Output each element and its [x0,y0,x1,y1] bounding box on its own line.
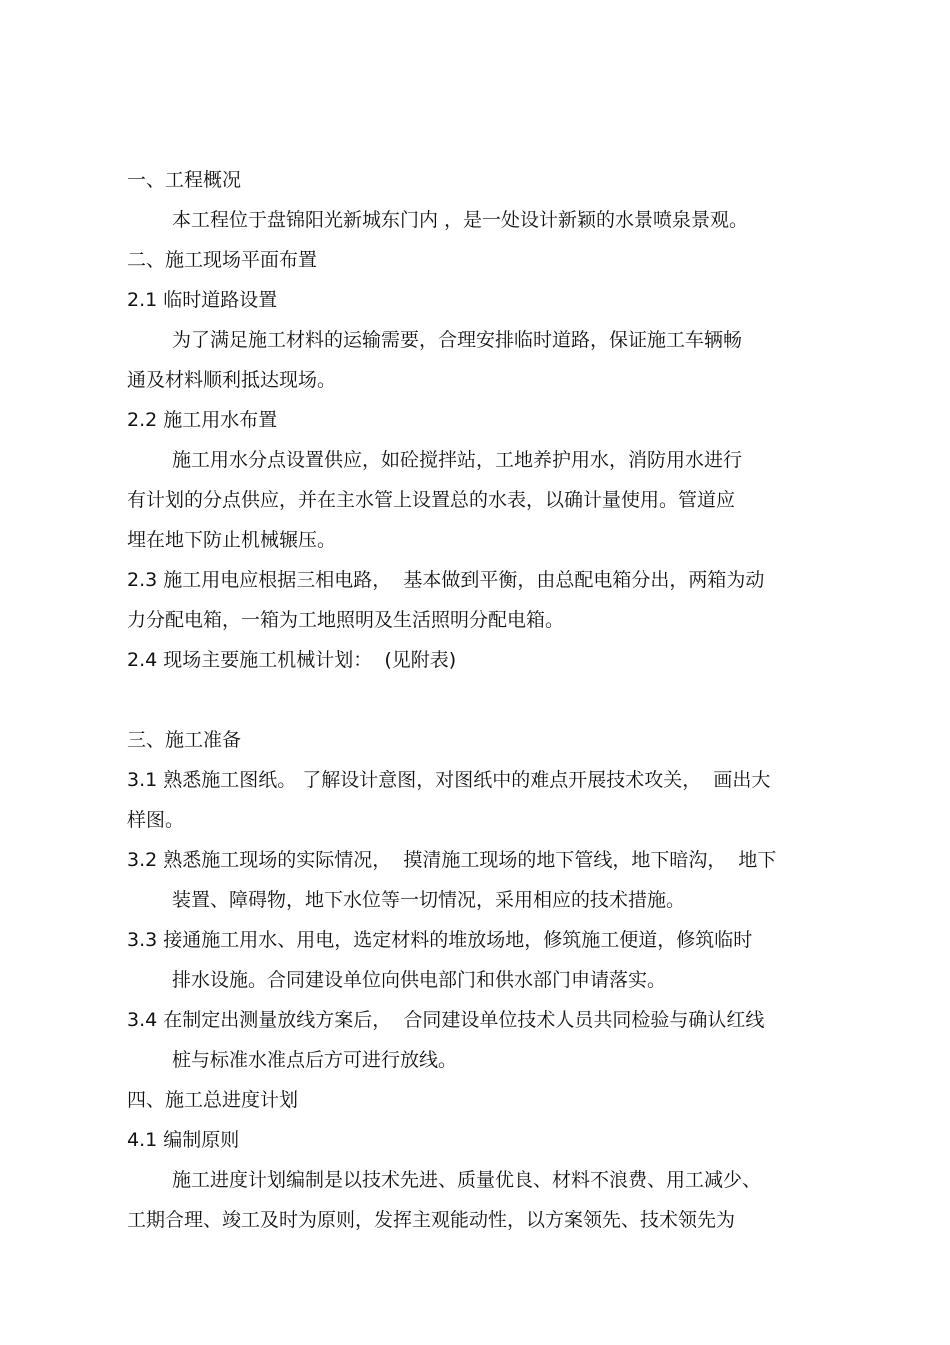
paragraph-line: 本工程位于盘锦阳光新城东门内 ，是一处设计新颖的水景喷泉景观。 [172,209,749,231]
paragraph-line: 样图。 [127,809,185,831]
subheading-2-1: 2.1 临时道路设置 [127,289,278,311]
paragraph-line: 有计划的分点供应，并在主水管上设置总的水表，以确计量使用。管道应 [127,489,736,511]
heading-3: 三、施工准备 [127,729,242,751]
item-3-1: 3.1 熟悉施工图纸。 了解设计意图，对图纸中的难点开展技术攻关， 画出大 [127,769,771,791]
heading-1: 一、工程概况 [127,169,242,191]
paragraph-line: 工期合理、竣工及时为原则，发挥主观能动性，以方案领先、技术领先为 [127,1209,736,1231]
item-3-2: 3.2 熟悉施工现场的实际情况， 摸清施工现场的地下管线，地下暗沟， 地下 [127,849,777,871]
paragraph-line: 为了满足施工材料的运输需要，合理安排临时道路，保证施工车辆畅 [172,329,743,351]
paragraph-line: 排水设施。合同建设单位向供电部门和供水部门申请落实。 [172,969,667,991]
item-3-4: 3.4 在制定出测量放线方案后， 合同建设单位技术人员共同检验与确认红线 [127,1009,765,1031]
heading-2: 二、施工现场平面布置 [127,249,318,271]
paragraph-line: 埋在地下防止机械辗压。 [127,529,337,551]
paragraph-line: 桩与标准水准点后方可进行放线。 [172,1049,458,1071]
paragraph-line: 装置、障碍物，地下水位等一切情况，采用相应的技术措施。 [172,889,686,911]
heading-4: 四、施工总进度计划 [127,1089,299,1111]
subheading-2-4: 2.4 现场主要施工机械计划： (见附表) [127,649,457,671]
subheading-2-3: 2.3 施工用电应根据三相电路， 基本做到平衡，由总配电箱分出，两箱为动 [127,569,765,591]
paragraph-line: 施工用水分点设置供应，如砼搅拌站，工地养护用水，消防用水进行 [172,449,743,471]
subheading-4-1: 4.1 编制原则 [127,1129,240,1151]
paragraph-line: 施工进度计划编制是以技术先进、质量优良、材料不浪费、用工减少、 [172,1169,762,1191]
subheading-2-2: 2.2 施工用水布置 [127,409,278,431]
item-3-3: 3.3 接通施工用水、用电，选定材料的堆放场地，修筑施工便道，修筑临时 [127,929,753,951]
paragraph-line: 通及材料顺利抵达现场。 [127,369,337,391]
paragraph-line: 力分配电箱，一箱为工地照明及生活照明分配电箱。 [127,609,565,631]
